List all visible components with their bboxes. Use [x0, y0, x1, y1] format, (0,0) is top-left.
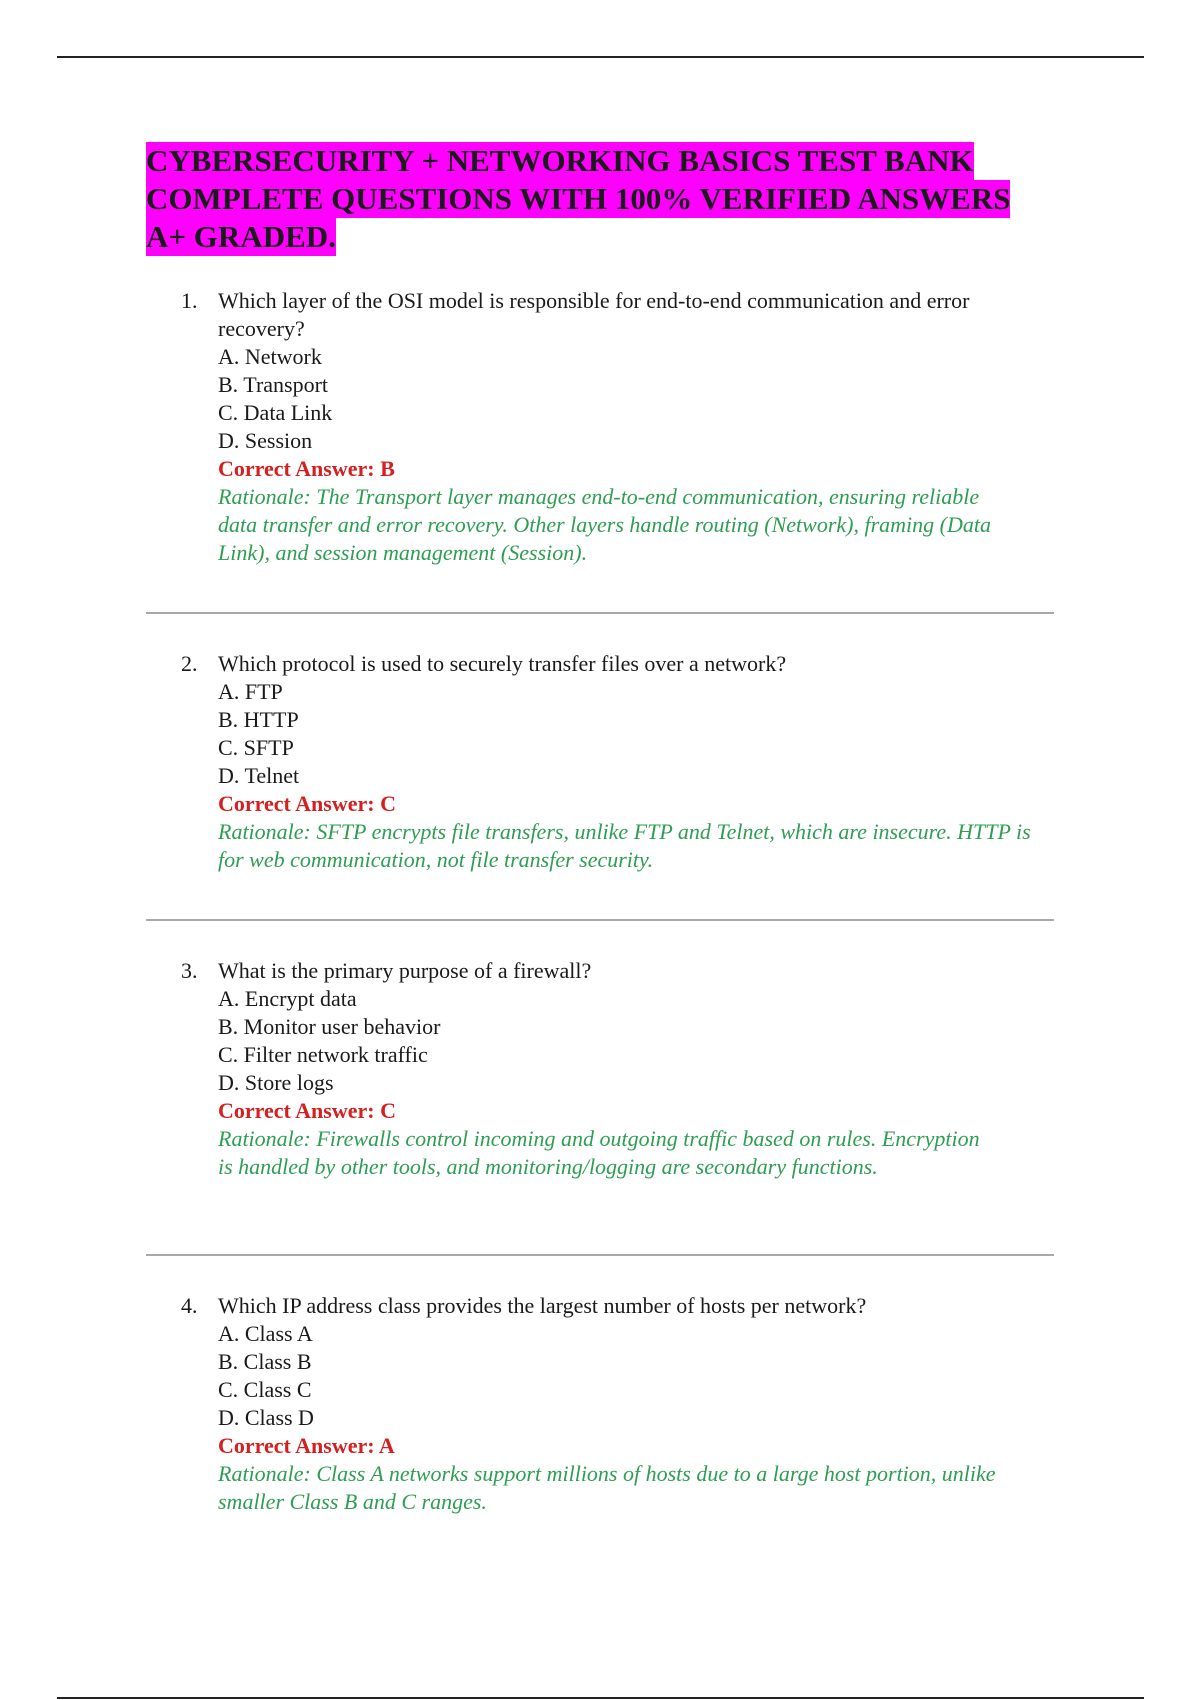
question-text: What is the primary purpose of a firewall?: [218, 958, 592, 983]
question-body: [218, 650, 1058, 874]
answer-option: A. FTP: [218, 679, 283, 704]
answer-option: A. Class A: [218, 1321, 313, 1346]
question-text: Which IP address class provides the largest number of hosts per network?: [218, 1293, 867, 1318]
question-divider: [146, 1254, 1054, 1256]
answer-option: B. HTTP: [218, 707, 299, 732]
title-line: A+ GRADED.: [146, 219, 336, 254]
answer-option: C. SFTP: [218, 735, 294, 760]
correct-answer: Correct Answer: B: [218, 456, 395, 481]
question-number: 4.: [181, 1293, 198, 1318]
question-text: Which protocol is used to securely transfer files over a network?: [218, 651, 787, 676]
page-bottom-rule: [57, 1697, 1144, 1699]
answer-option: B. Class B: [218, 1349, 312, 1374]
answer-option: C. Class C: [218, 1377, 312, 1402]
correct-answer: Correct Answer: C: [218, 791, 396, 816]
rationale: Rationale: Class A networks support millions of hosts due to a large host portion, unlike smaller Class B and C ranges.: [218, 1461, 996, 1514]
question-body: [218, 1292, 1058, 1516]
question-divider: [146, 919, 1054, 921]
answer-option: D. Store logs: [218, 1070, 334, 1095]
answer-option: B. Monitor user behavior: [218, 1014, 441, 1039]
question-number: 2.: [181, 651, 198, 676]
correct-answer: Correct Answer: C: [218, 1098, 396, 1123]
rationale: Rationale: Firewalls control incoming and outgoing traffic based on rules. Encryption is handled by other tools, and monitoring/logging are secondary functions.: [218, 1126, 980, 1179]
question-number: 3.: [181, 958, 198, 983]
question-text: Which layer of the OSI model is responsible for end-to-end communication and error recovery?: [218, 288, 970, 341]
answer-option: D. Telnet: [218, 763, 300, 788]
question-divider: [146, 612, 1054, 614]
answer-option: A. Encrypt data: [218, 986, 357, 1011]
rationale: Rationale: SFTP encrypts file transfers, unlike FTP and Telnet, which are insecure. HTTP is for web communication, not file transfer security.: [218, 819, 1031, 872]
question-number: 1.: [181, 288, 198, 313]
question-body: [218, 287, 1058, 567]
rationale: Rationale: The Transport layer manages end-to-end communication, ensuring reliable data transfer and error recovery. Other layers handle routing (Network), framing (Data Link), and session management (Session).: [218, 484, 991, 565]
document-title: [146, 142, 1146, 256]
answer-option: C. Data Link: [218, 400, 333, 425]
title-line: COMPLETE QUESTIONS WITH 100% VERIFIED ANSWERS: [146, 181, 1011, 216]
answer-option: D. Class D: [218, 1405, 314, 1430]
answer-option: A. Network: [218, 344, 322, 369]
correct-answer: Correct Answer: A: [218, 1433, 395, 1458]
answer-option: D. Session: [218, 428, 313, 453]
page-top-rule: [57, 56, 1144, 58]
question-body: [218, 957, 1058, 1181]
answer-option: B. Transport: [218, 372, 329, 397]
answer-option: C. Filter network traffic: [218, 1042, 428, 1067]
title-line: CYBERSECURITY + NETWORKING BASICS TEST BANK: [146, 143, 974, 178]
